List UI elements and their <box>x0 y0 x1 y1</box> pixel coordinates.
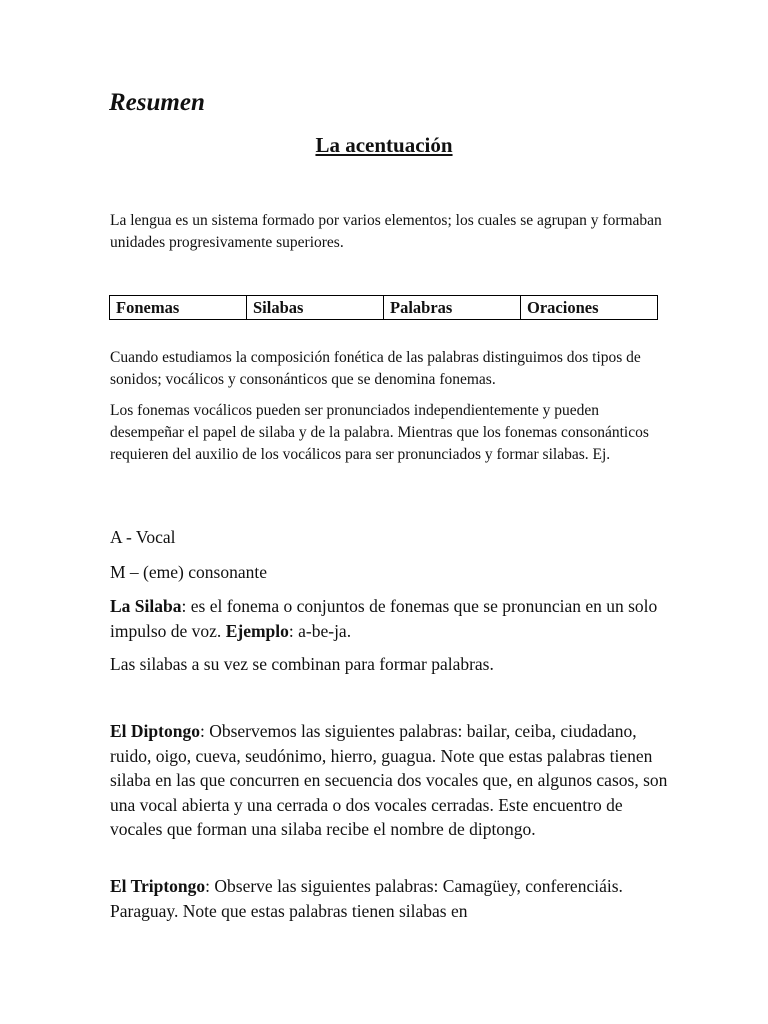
silaba-example-label: Ejemplo <box>225 620 289 641</box>
intro-paragraph: La lengua es un sistema formado por varios elementos; los cuales se agrupan y formaban unidades progresivamente superiores. <box>110 212 662 251</box>
units-cell-silabas: Silabas <box>247 296 384 320</box>
triptongo-term: El Triptongo <box>110 876 206 896</box>
vocalicos-paragraph: Los fonemas vocálicos pueden ser pronunciados independientemente y pueden desempeñar el papel de silaba y de la palabra. Mientras que los fonemas consonánticos requieren del auxilio de los vocálicos para ser pronunciados y formar silabas. Ej. <box>110 402 649 463</box>
diptongo-term: El Diptongo <box>110 721 200 741</box>
units-cell-palabras: Palabras <box>384 296 521 320</box>
silaba-term: La Silaba <box>110 596 182 616</box>
document-title: La acentuación <box>315 133 453 157</box>
triptongo-paragraph <box>110 874 670 923</box>
fonemas-paragraph: Cuando estudiamos la composición fonética de las palabras distinguimos dos tipos de sonidos; vocálicos y consonánticos que se denomina fonemas. <box>110 349 641 388</box>
example-consonante: M – (eme) consonante <box>110 562 267 582</box>
triptongo-text: : Observe las siguientes palabras: Camagüey, conferenciáis. Paraguay. Note que estas palabras tienen silabas en <box>110 876 623 921</box>
silaba-text: : es el fonema o conjuntos de fonemas que se pronuncian en un solo impulso de voz. <box>110 596 658 641</box>
silaba-paragraph <box>110 594 670 643</box>
diptongo-text: : Observemos las siguientes palabras: bailar, ceiba, ciudadano, ruido, oigo, cueva, seudónimo, hierro, guagua. Note que estas palabras tienen silaba en las que concurren en secuencia dos vocales que, en algunos casos, son una vocal abierta y una cerrada o dos vocales cerradas. Este encuentro de vocales que forman una silaba recibe el nombre de diptongo. <box>110 721 668 839</box>
summary-heading: Resumen <box>109 89 205 116</box>
silaba-example-text: : a-be-ja. <box>288 620 352 641</box>
units-table-row <box>110 296 658 320</box>
silabas-combinan-paragraph: Las silabas a su vez se combinan para formar palabras. <box>110 654 494 674</box>
units-table <box>109 295 658 320</box>
units-cell-oraciones: Oraciones <box>521 296 658 320</box>
units-cell-fonemas: Fonemas <box>110 296 247 320</box>
example-vocal: A - Vocal <box>110 527 176 547</box>
diptongo-paragraph <box>110 719 670 842</box>
